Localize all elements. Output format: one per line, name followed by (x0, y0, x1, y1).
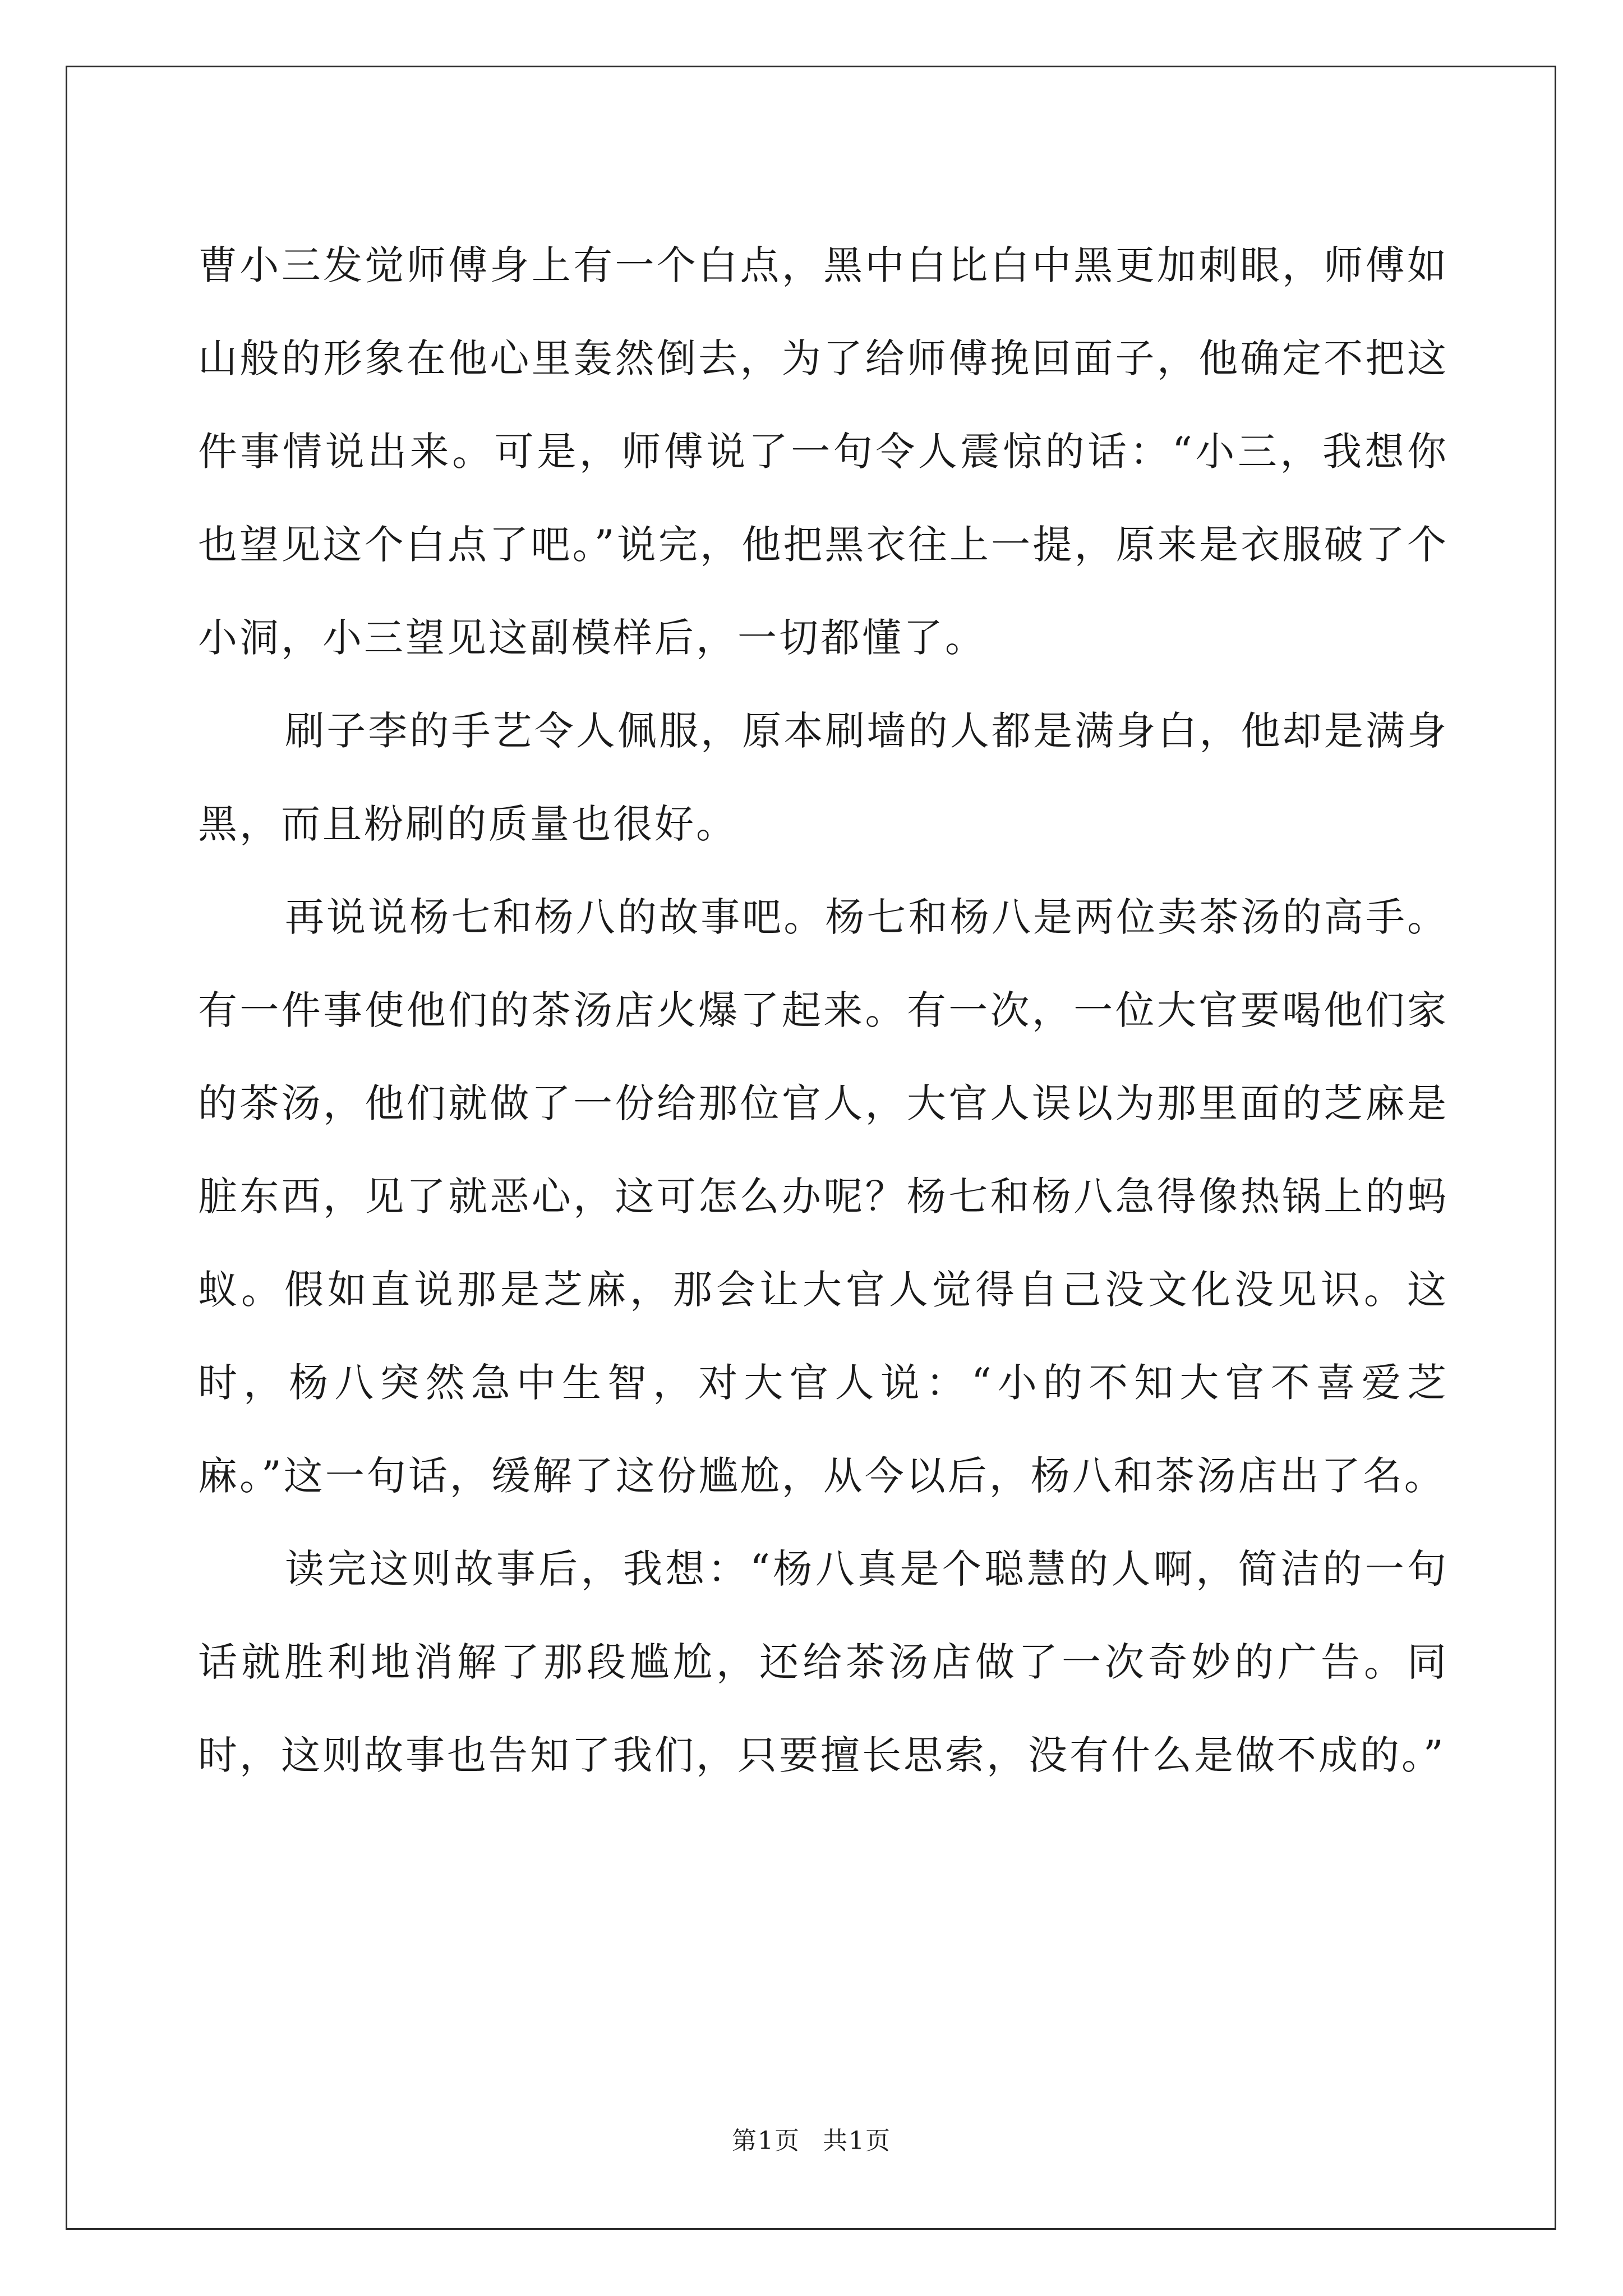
paragraph-2: 刷子李的手艺令人佩服，原本刷墙的人都是满身白，他却是满身黑，而且粉刷的质量也很好。 (198, 708, 1449, 847)
page-number-total: 共1页 (823, 2127, 891, 2155)
paragraph-4: 读完这则故事后，我想：“杨八真是个聪慧的人啊，简洁的一句话就胜利地消解了那段尴尬，还给茶汤店做了一次奇妙的广告。同时，这则故事也告知了我们，只要擅长思索，没有什么是做不成的。” (198, 1546, 1449, 1778)
page-number-current: 第1页 (732, 2127, 800, 2155)
paragraph-1: 曹小三发觉师傅身上有一个白点，黑中白比白中黑更加刺眼，师傅如山般的形象在他心里轰然倒去，为了给师傅挽回面子，他确定不把这件事情说出来。可是，师傅说了一句令人震惊的话：“小三，我想你也望见这个白点了吧。”说完，他把黑衣往上一提，原来是衣服破了个小洞，小三望见这副模样后，一切都懂了。 (198, 242, 1449, 661)
paragraph-3: 再说说杨七和杨八的故事吧。杨七和杨八是两位卖茶汤的高手。有一件事使他们的茶汤店火爆了起来。有一次，一位大官要喝他们家的茶汤，他们就做了一份给那位官人，大官人误以为那里面的芝麻是脏东西，见了就恶心，这可怎么办呢？杨七和杨八急得像热锅上的蚂蚁。假如直说那是芝麻，那会让大官人觉得自己没文化没见识。这时，杨八突然急中生智，对大官人说：“小的不知大官不喜爱芝麻。”这一句话，缓解了这份尴尬，从今以后，杨八和茶汤店出了名。 (198, 894, 1449, 1499)
document-body (198, 219, 1449, 1802)
page-footer (0, 2120, 1623, 2156)
